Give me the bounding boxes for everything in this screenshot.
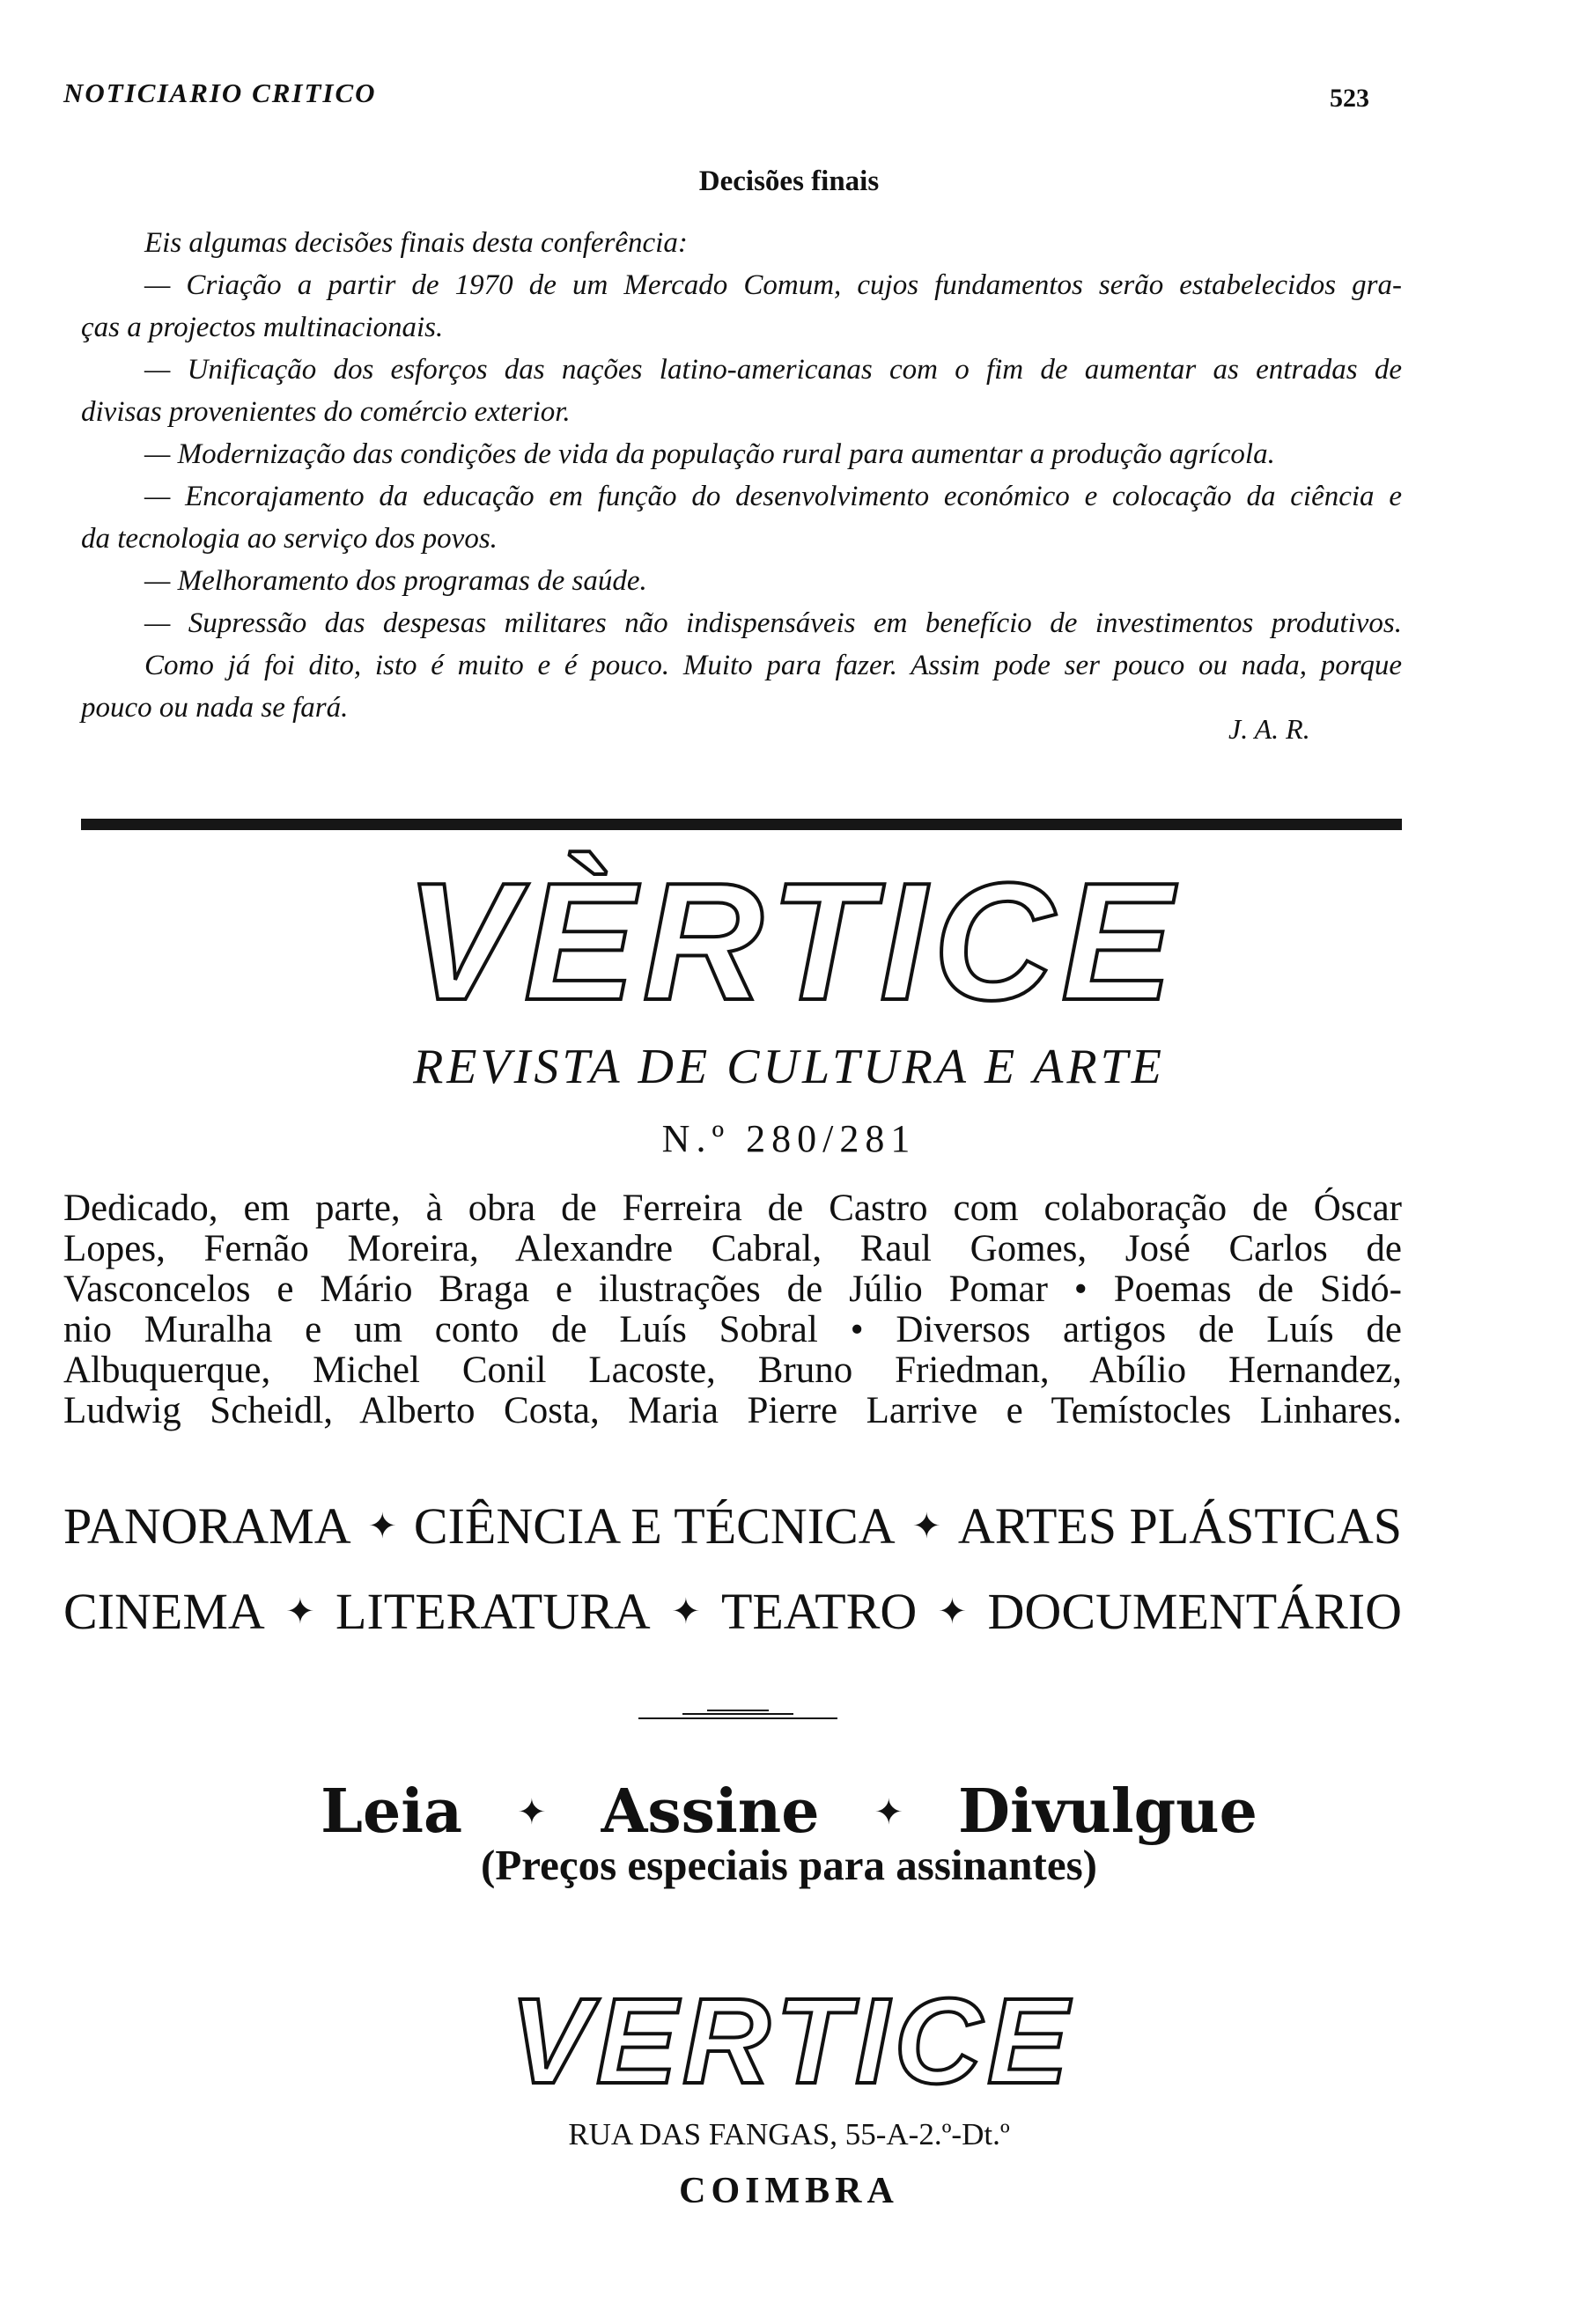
closing-line-1: Como já foi dito, isto é muito e é pouco. Muito para fazer. Assim pode ser pouco ou nada, porque [144,650,1402,681]
contents-line: Lopes, Fernão Moreira, Alexandre Cabral, Raul Gomes, José Carlos de [63,1228,1402,1269]
logo-letter: È [523,849,636,1035]
intro-paragraph: Eis algumas decisões finais desta conferência: [144,227,688,259]
logo-letter: C [894,1974,983,2109]
contents-line: Dedicado, em parte, à obra de Ferreira de Castro com colaboração de Óscar [63,1188,1402,1229]
contents-line: Ludwig Scheidl, Alberto Costa, Maria Pierre Larrive e Temístocles Linhares. [63,1390,1402,1431]
logo-letter: R [642,849,763,1035]
subscriber-prices-note: (Preços especiais para assinantes) [481,1841,1097,1889]
magazine-subtitle: REVISTA DE CULTURA E ARTE [413,1040,1165,1094]
slogan-word: Leia [321,1776,463,1847]
decision-item-6: — Supressão das despesas militares não indispensáveis em benefício de investimentos produtivos. [144,607,1402,639]
author-signature: J. A. R. [1228,713,1310,745]
contents-line: nio Muralha e um conto de Luís Sobral • Diversos artigos de Luís de [63,1309,1402,1350]
star-separator-icon: ✦ [367,1506,398,1546]
vertice-logo-footer [0,1974,1578,2109]
slogan-word: Divulgue [958,1776,1257,1847]
logo-letter: V [405,849,517,1035]
logo-letter: E [1061,849,1173,1035]
vertice-logo [0,849,1578,1035]
decision-item-3: — Modernização das condições de vida da população rural para aumentar a produção agrícola. [144,438,1275,470]
logo-letter: T [775,1974,850,2109]
contents-line: Vasconcelos e Mário Braga e ilustrações de Júlio Pomar • Poemas de Sidó- [63,1269,1402,1310]
sections-row-2 [63,1582,1402,1641]
decision-item-1-line-1: — Criação a partir de 1970 de um Mercado Comum, cujos fundamentos serão estabelecidos gra- [144,269,1402,301]
section-label: CIÊNCIA E TÉCNICA [413,1497,896,1555]
logo-letter: T [770,849,873,1035]
star-separator-icon: ✦ [874,1791,904,1832]
section-label: TEATRO [720,1583,918,1640]
sections-row-1 [63,1497,1402,1555]
logo-letter: V [509,1974,591,2109]
star-separator-icon: ✦ [517,1791,547,1832]
star-separator-icon: ✦ [285,1592,315,1631]
section-label: ARTES PLÁSTICAS [957,1497,1402,1555]
issue-number: N.º 280/281 [661,1117,917,1160]
city-name: COIMBRA [679,2171,899,2211]
section-label: LITERATURA [336,1583,651,1640]
closing-line-2: pouco ou nada se fará. [81,692,349,724]
decision-item-2-line-1: — Unificação dos esforços das nações latino-americanas com o fim de aumentar as entradas de [144,354,1402,386]
decision-item-4-line-2: da tecnologia ao serviço dos povos. [81,523,498,555]
logo-letter: R [682,1974,771,2109]
page-number: 523 [1330,84,1369,113]
section-title: Decisões finais [698,165,880,197]
running-head: NOTICIARIO CRITICO [63,77,377,108]
decision-item-1-line-2: ças a projectos multinacionais. [81,312,444,343]
logo-letter: E [595,1974,678,2109]
logo-letter: I [880,849,926,1035]
contents-line: Albuquerque, Michel Conil Lacoste, Bruno Friedman, Abílio Hernandez, [63,1350,1402,1391]
star-separator-icon: ✦ [911,1506,941,1546]
section-divider [81,819,1402,830]
star-separator-icon: ✦ [937,1592,968,1631]
ornamental-rule [638,1710,837,1720]
section-label: PANORAMA [63,1497,351,1555]
slogan [0,1776,1578,1847]
decision-item-2-line-2: divisas provenientes do comércio exterior. [81,396,571,428]
issue-contents [63,1188,1402,1431]
star-separator-icon: ✦ [671,1592,701,1631]
postal-address: RUA DAS FANGAS, 55-A-2.º-Dt.º [568,2117,1010,2151]
slogan-word: Assine [601,1776,820,1847]
logo-letter: C [933,849,1055,1035]
decision-item-5: — Melhoramento dos programas de saúde. [144,565,647,597]
section-label: CINEMA [63,1583,265,1640]
logo-letter: E [987,1974,1069,2109]
logo-letter: I [855,1974,889,2109]
section-label: DOCUMENTÁRIO [987,1583,1402,1640]
decision-item-4-line-1: — Encorajamento da educação em função do desenvolvimento económico e colocação da ciência e [144,481,1402,512]
